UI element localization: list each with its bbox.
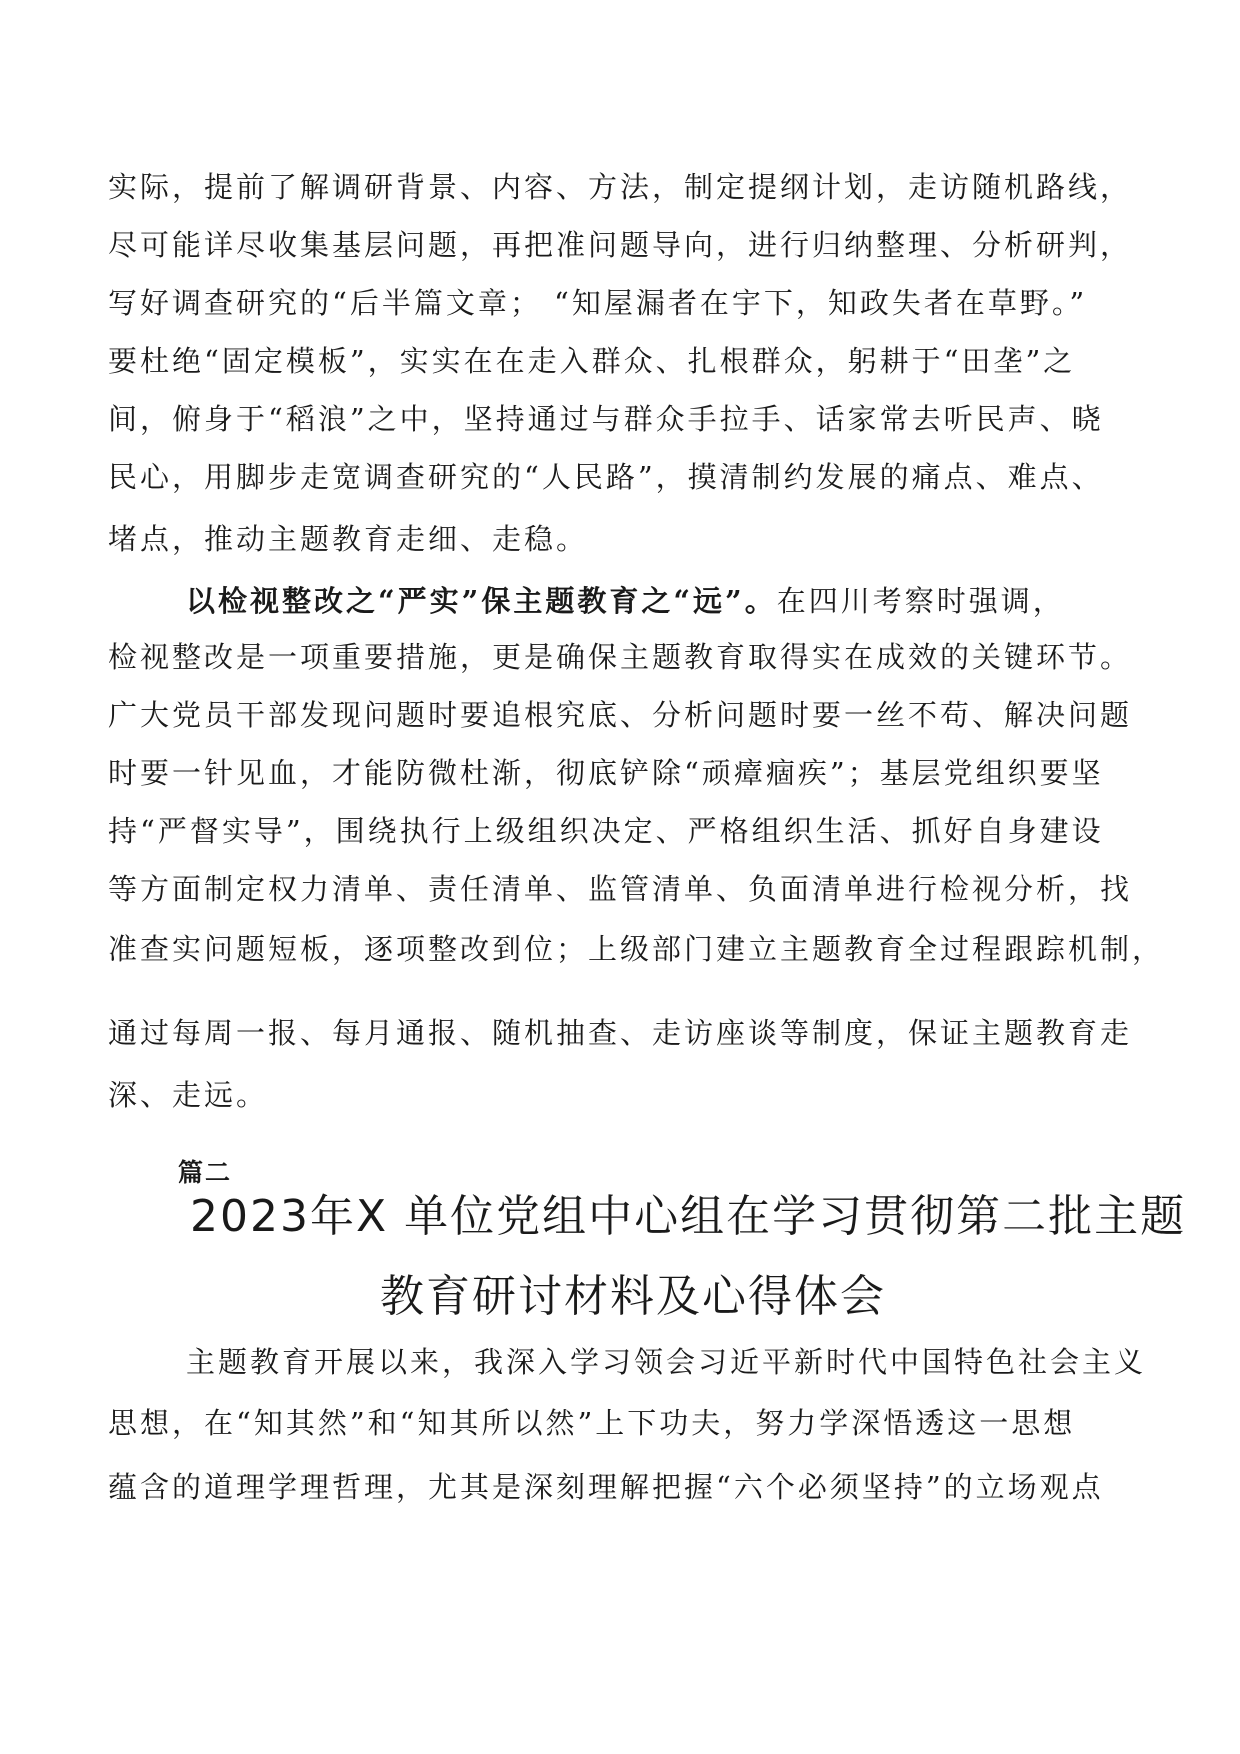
paragraph-line: 间，俯身于“稻浪”之中，坚持通过与群众手拉手、话家常去听民声、晓 (108, 402, 1104, 436)
paragraph-line: 时要一针见血，才能防微杜渐，彻底铲除“顽瘴痼疾”；基层党组织要坚 (108, 756, 1104, 790)
paragraph-line: 民心，用脚步走宽调查研究的“人民路”，摸清制约发展的痛点、难点、 (108, 460, 1104, 494)
paragraph-line: 准查实问题短板，逐项整改到位；上级部门建立主题教育全过程跟踪机制， (108, 932, 1165, 966)
paragraph-line: 堵点，推动主题教育走细、走稳。 (108, 522, 589, 556)
paragraph-line: 实际，提前了解调研背景、内容、方法，制定提纲计划，走访随机路线， (108, 170, 1133, 204)
paragraph-line: 广大党员干部发现问题时要追根究底、分析问题时要一丝不苟、解决问题 (108, 698, 1133, 732)
paragraph-line: 深、走远。 (108, 1078, 269, 1112)
paragraph-line: 主题教育开展以来，我深入学习领会习近平新时代中国特色社会主义 (186, 1345, 1147, 1379)
paragraph-line: 思想，在“知其然”和“知其所以然”上下功夫，努力学深悟透这一思想 (108, 1406, 1076, 1440)
paragraph-line: 通过每周一报、每月通报、随机抽查、走访座谈等制度，保证主题教育走 (108, 1016, 1133, 1050)
paragraph-heading-rest: 在四川考察时强调， (776, 584, 1065, 618)
paragraph-line: 蕴含的道理学理哲理，尤其是深刻理解把握“六个必须坚持”的立场观点 (108, 1470, 1104, 1504)
paragraph-heading-line (186, 584, 1065, 618)
article-title-line-1: 2023年X 单位党组中心组在学习贯彻第二批主题 (190, 1191, 1187, 1242)
paragraph-heading: 以检视整改之“严实”保主题教育之“远”。 (186, 584, 777, 618)
paragraph-line: 写好调查研究的“后半篇文章； “知屋漏者在宇下，知政失者在草野。” (108, 286, 1088, 320)
paragraph-line: 要杜绝“固定模板”，实实在在走入群众、扎根群众，躬耕于“田垄”之 (108, 344, 1076, 378)
paragraph-line: 尽可能详尽收集基层问题，再把准问题导向，进行归纳整理、分析研判， (108, 228, 1133, 262)
paragraph-line: 持“严督实导”，围绕执行上级组织决定、严格组织生活、抓好自身建设 (108, 814, 1104, 848)
paragraph-line: 等方面制定权力清单、责任清单、监管清单、负面清单进行检视分析，找 (108, 872, 1133, 906)
paragraph-line: 检视整改是一项重要措施，更是确保主题教育取得实在成效的关键环节。 (108, 640, 1133, 674)
section-label: 篇二 (178, 1158, 233, 1187)
article-title-line-2: 教育研讨材料及心得体会 (380, 1271, 886, 1322)
